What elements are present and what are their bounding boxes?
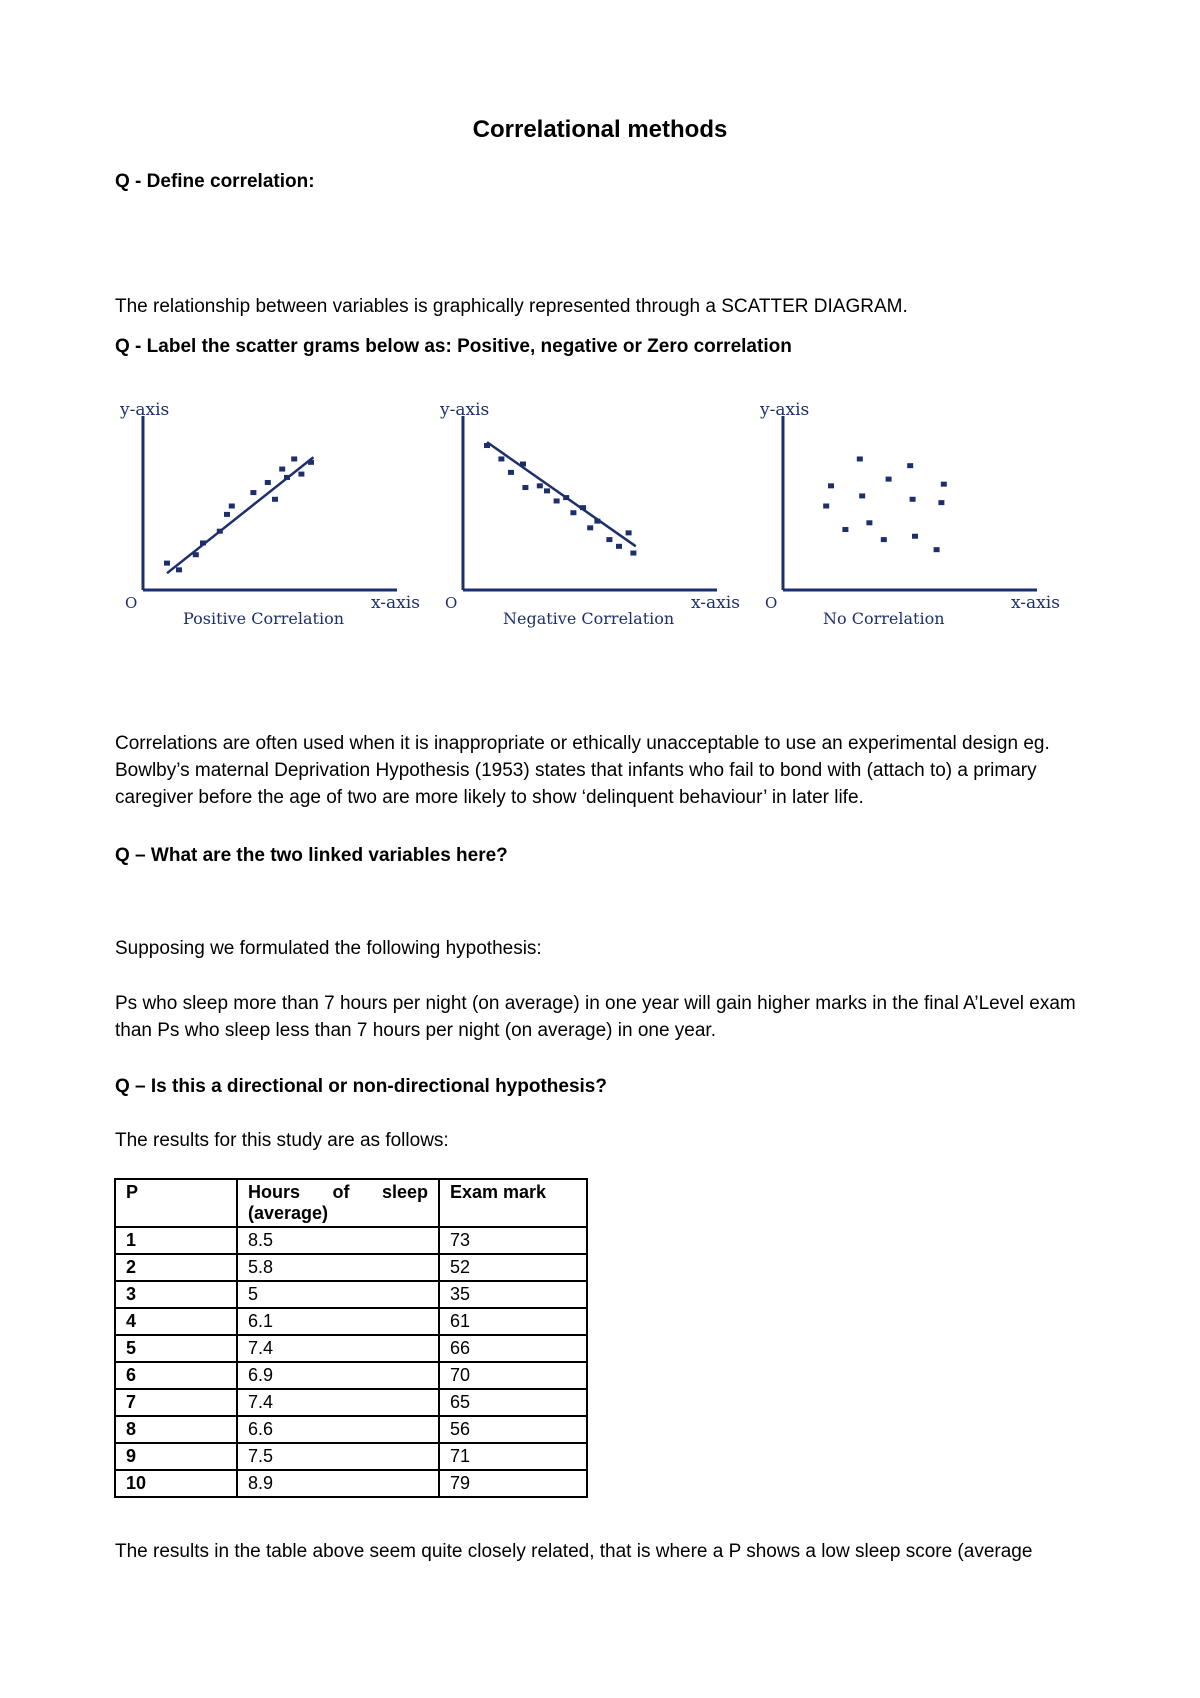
cell-hours-of-sleep: 7.5 bbox=[237, 1443, 439, 1470]
table-row bbox=[115, 1470, 587, 1497]
cell-participant: 10 bbox=[115, 1470, 237, 1497]
scatter-point bbox=[616, 544, 622, 549]
scatter-point bbox=[308, 460, 314, 465]
scatter-point bbox=[522, 485, 528, 490]
scatter-point bbox=[554, 498, 560, 503]
scatter-point bbox=[866, 520, 872, 525]
scatter-point bbox=[842, 527, 848, 532]
supposing-text: Supposing we formulated the following hypothesis: bbox=[115, 938, 542, 959]
scatter-point bbox=[881, 537, 887, 542]
scatter-point bbox=[508, 470, 514, 475]
y-axis-label: y-axis bbox=[760, 400, 810, 420]
cell-exam-mark: 52 bbox=[439, 1254, 587, 1281]
cell-participant: 7 bbox=[115, 1389, 237, 1416]
table-row bbox=[115, 1308, 587, 1335]
x-axis-label: x-axis bbox=[691, 593, 740, 613]
scatter-point bbox=[828, 483, 834, 488]
scatter-point bbox=[907, 463, 913, 468]
header-sleep-line-2: (average) bbox=[248, 1203, 329, 1223]
question-label-scattergrams: Q - Label the scatter grams below as: Positive, negative or Zero correlation bbox=[115, 336, 792, 357]
scatter-point bbox=[580, 505, 586, 510]
cell-hours-of-sleep: 7.4 bbox=[237, 1335, 439, 1362]
scatter-point bbox=[284, 475, 290, 480]
x-axis-label: x-axis bbox=[1011, 593, 1060, 613]
scatter-diagrams bbox=[115, 400, 1115, 685]
page-title: Correlational methods bbox=[472, 116, 728, 143]
cell-hours-of-sleep: 6.1 bbox=[237, 1308, 439, 1335]
scatter-point bbox=[176, 567, 182, 572]
scatter-point bbox=[823, 504, 829, 509]
chart-caption: No Correlation bbox=[823, 609, 945, 628]
cell-hours-of-sleep: 5 bbox=[237, 1281, 439, 1308]
scatter-svg-zero bbox=[755, 400, 1065, 628]
scatter-point bbox=[606, 537, 612, 542]
scatter-point bbox=[537, 483, 543, 488]
cell-hours-of-sleep: 5.8 bbox=[237, 1254, 439, 1281]
scatter-point bbox=[498, 456, 504, 461]
scatter-point bbox=[298, 472, 304, 477]
cell-exam-mark: 70 bbox=[439, 1362, 587, 1389]
origin-label: O bbox=[125, 594, 138, 612]
cell-exam-mark: 73 bbox=[439, 1227, 587, 1254]
scatter-point bbox=[200, 540, 206, 545]
cell-exam-mark: 71 bbox=[439, 1443, 587, 1470]
scatter-point bbox=[886, 477, 892, 482]
hypothesis-paragraph: Ps who sleep more than 7 hours per night (on average) in one year will gain higher marks in the final A’Level exam than Ps who sleep less than 7 hours per night (on average) in one year. bbox=[115, 993, 1076, 1041]
cell-exam-mark: 35 bbox=[439, 1281, 587, 1308]
scatter-svg-negative bbox=[435, 400, 745, 628]
y-axis-label: y-axis bbox=[440, 400, 490, 420]
scatter-point bbox=[544, 488, 550, 493]
scatter-point bbox=[857, 456, 863, 461]
chart-caption: Positive Correlation bbox=[183, 609, 344, 628]
scatter-point bbox=[859, 493, 865, 498]
cell-participant: 9 bbox=[115, 1443, 237, 1470]
scatter-point bbox=[587, 525, 593, 530]
scatter-point bbox=[250, 490, 256, 495]
scatter-svg-positive bbox=[115, 400, 425, 628]
cell-hours-of-sleep: 8.5 bbox=[237, 1227, 439, 1254]
cell-participant: 2 bbox=[115, 1254, 237, 1281]
cell-hours-of-sleep: 8.9 bbox=[237, 1470, 439, 1497]
trend-line bbox=[487, 442, 636, 546]
scatter-point bbox=[941, 482, 947, 487]
scatter-point bbox=[594, 519, 600, 524]
table-row bbox=[115, 1389, 587, 1416]
scatter-point bbox=[164, 561, 170, 566]
table-row bbox=[115, 1335, 587, 1362]
origin-label: O bbox=[765, 594, 778, 612]
chart-caption: Negative Correlation bbox=[503, 609, 675, 628]
header-participant: P bbox=[115, 1179, 237, 1227]
cell-exam-mark: 61 bbox=[439, 1308, 587, 1335]
table-row bbox=[115, 1254, 587, 1281]
table-row bbox=[115, 1416, 587, 1443]
header-exam-mark: Exam mark bbox=[439, 1179, 587, 1227]
scatter-point bbox=[265, 480, 271, 485]
scatter-chart-2 bbox=[435, 400, 745, 685]
results-table bbox=[114, 1178, 588, 1498]
cell-participant: 5 bbox=[115, 1335, 237, 1362]
scatter-point bbox=[224, 512, 230, 517]
question-linked-variables: Q – What are the two linked variables here? bbox=[115, 845, 508, 866]
scatter-point bbox=[934, 547, 940, 552]
table-row bbox=[115, 1227, 587, 1254]
scatter-point bbox=[229, 504, 235, 509]
table-row bbox=[115, 1443, 587, 1470]
scatter-point bbox=[910, 497, 916, 502]
correlations-paragraph: Correlations are often used when it is inappropriate or ethically unacceptable to use an experimental design eg. Bowlby’s maternal Deprivation Hypothesis (1953) states that infants who fail to bond with (attach to) a primary caregiver before the age of two are more likely to show ‘delinquent behaviour’ in later life. bbox=[115, 733, 1050, 808]
table-header-row bbox=[115, 1179, 587, 1227]
scatter-point bbox=[626, 530, 632, 535]
cell-exam-mark: 79 bbox=[439, 1470, 587, 1497]
cell-participant: 8 bbox=[115, 1416, 237, 1443]
trend-line bbox=[167, 457, 313, 573]
origin-label: O bbox=[445, 594, 458, 612]
header-hours-of-sleep bbox=[237, 1179, 439, 1227]
cell-hours-of-sleep: 6.6 bbox=[237, 1416, 439, 1443]
scatter-point bbox=[570, 510, 576, 515]
scatter-point bbox=[484, 443, 490, 448]
cell-exam-mark: 56 bbox=[439, 1416, 587, 1443]
question-directional: Q – Is this a directional or non-directional hypothesis? bbox=[115, 1076, 607, 1097]
table-row bbox=[115, 1362, 587, 1389]
scatter-point bbox=[291, 456, 297, 461]
scatter-point bbox=[217, 529, 223, 534]
scatter-point bbox=[272, 497, 278, 502]
scatter-point bbox=[520, 462, 526, 467]
x-axis-label: x-axis bbox=[371, 593, 420, 613]
cell-exam-mark: 65 bbox=[439, 1389, 587, 1416]
header-sleep-word-1: Hours bbox=[248, 1182, 301, 1202]
cell-hours-of-sleep: 6.9 bbox=[237, 1362, 439, 1389]
scatter-chart-1 bbox=[115, 400, 425, 628]
cell-participant: 1 bbox=[115, 1227, 237, 1254]
results-intro-text: The results for this study are as follows: bbox=[115, 1130, 449, 1151]
scatter-intro-text: The relationship between variables is graphically represented through a SCATTER DIAGRAM. bbox=[115, 296, 908, 317]
scatter-point bbox=[563, 495, 569, 500]
scatter-point bbox=[912, 534, 918, 539]
closing-text: The results in the table above seem quite closely related, that is where a P shows a low sleep score (average bbox=[115, 1541, 1033, 1562]
scatter-point bbox=[630, 551, 636, 556]
cell-hours-of-sleep: 7.4 bbox=[237, 1389, 439, 1416]
cell-exam-mark: 66 bbox=[439, 1335, 587, 1362]
results-table-body bbox=[115, 1227, 587, 1497]
header-sleep-word-3: sleep bbox=[381, 1182, 428, 1202]
header-sleep-word-2: of bbox=[332, 1182, 350, 1202]
scatter-point bbox=[193, 552, 199, 557]
scatter-chart-3 bbox=[755, 400, 1065, 685]
scatter-point bbox=[279, 467, 285, 472]
cell-participant: 4 bbox=[115, 1308, 237, 1335]
cell-participant: 3 bbox=[115, 1281, 237, 1308]
question-define: Q - Define correlation: bbox=[115, 171, 315, 192]
cell-participant: 6 bbox=[115, 1362, 237, 1389]
table-row bbox=[115, 1281, 587, 1308]
y-axis-label: y-axis bbox=[120, 400, 170, 420]
scatter-point bbox=[938, 500, 944, 505]
